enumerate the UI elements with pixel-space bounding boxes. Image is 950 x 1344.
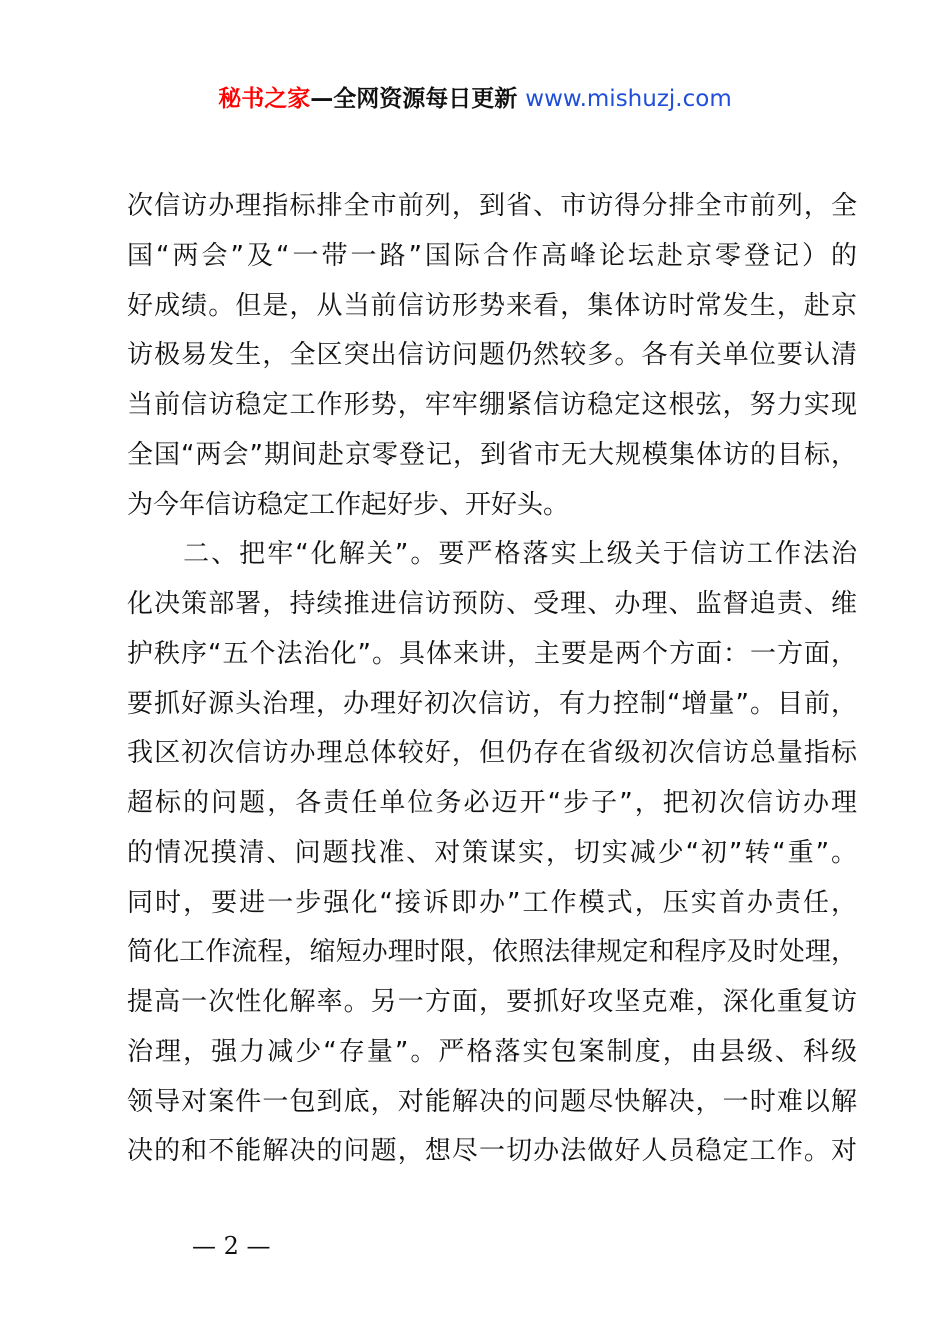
text-line: 化决策部署，持续推进信访预防、受理、办理、监督追责、维: [127, 589, 857, 619]
text-line: 护秩序“五个法治化”。具体来讲，主要是两个方面：一方面，: [127, 638, 857, 669]
document-body: [127, 182, 857, 1177]
page-number: — 2 —: [192, 1232, 271, 1260]
text-line: 领导对案件一包到底，对能解决的问题尽快解决，一时难以解: [127, 1086, 857, 1117]
text-line: 访极易发生，全区突出信访问题仍然较多。各有关单位要认清: [127, 340, 857, 371]
text-line: 治理，强力减少“存量”。严格落实包案制度，由县级、科级: [127, 1036, 857, 1067]
site-tagline: —全网资源每日更新: [310, 86, 518, 112]
text-line: 次信访办理指标排全市前列，到省、市访得分排全市前列，全: [127, 191, 857, 221]
text-line: 的情况摸清、问题找准、对策谋实，切实减少“初”转“重”。: [127, 837, 857, 868]
text-line: 全国“两会”期间赴京零登记，到省市无大规模集体访的目标，: [127, 439, 857, 470]
text-line: 决的和不能解决的问题，想尽一切办法做好人员稳定工作。对: [127, 1136, 857, 1167]
text-line: 国“两会”及“一带一路”国际合作高峰论坛赴京零登记）的: [127, 240, 857, 271]
text-line: 为今年信访稳定工作起好步、开好头。: [127, 489, 570, 520]
text-line: 二、把牢“化解关”。要严格落实上级关于信访工作法治: [127, 539, 857, 570]
text-line: 当前信访稳定工作形势，牢牢绷紧信访稳定这根弦，努力实现: [127, 390, 857, 420]
text-line: 我区初次信访办理总体较好，但仍存在省级初次信访总量指标: [127, 738, 857, 769]
text-line: 好成绩。但是，从当前信访形势来看，集体访时常发生，赴京: [127, 290, 857, 321]
text-line: 要抓好源头治理，办理好初次信访，有力控制“增量”。目前，: [127, 688, 857, 719]
text-line: 提高一次性化解率。另一方面，要抓好攻坚克难，深化重复访: [127, 987, 857, 1017]
site-header: [0, 80, 950, 113]
text-line: 简化工作流程，缩短办理时限，依照法律规定和程序及时处理，: [127, 937, 857, 968]
text-line: 超标的问题，各责任单位务必迈开“步子”，把初次信访办理: [127, 788, 857, 818]
site-url-link[interactable]: www.mishuzj.com: [525, 86, 732, 112]
text-line: 同时，要进一步强化“接诉即办”工作模式，压实首办责任，: [127, 887, 857, 918]
site-brand: 秘书之家: [218, 86, 311, 112]
